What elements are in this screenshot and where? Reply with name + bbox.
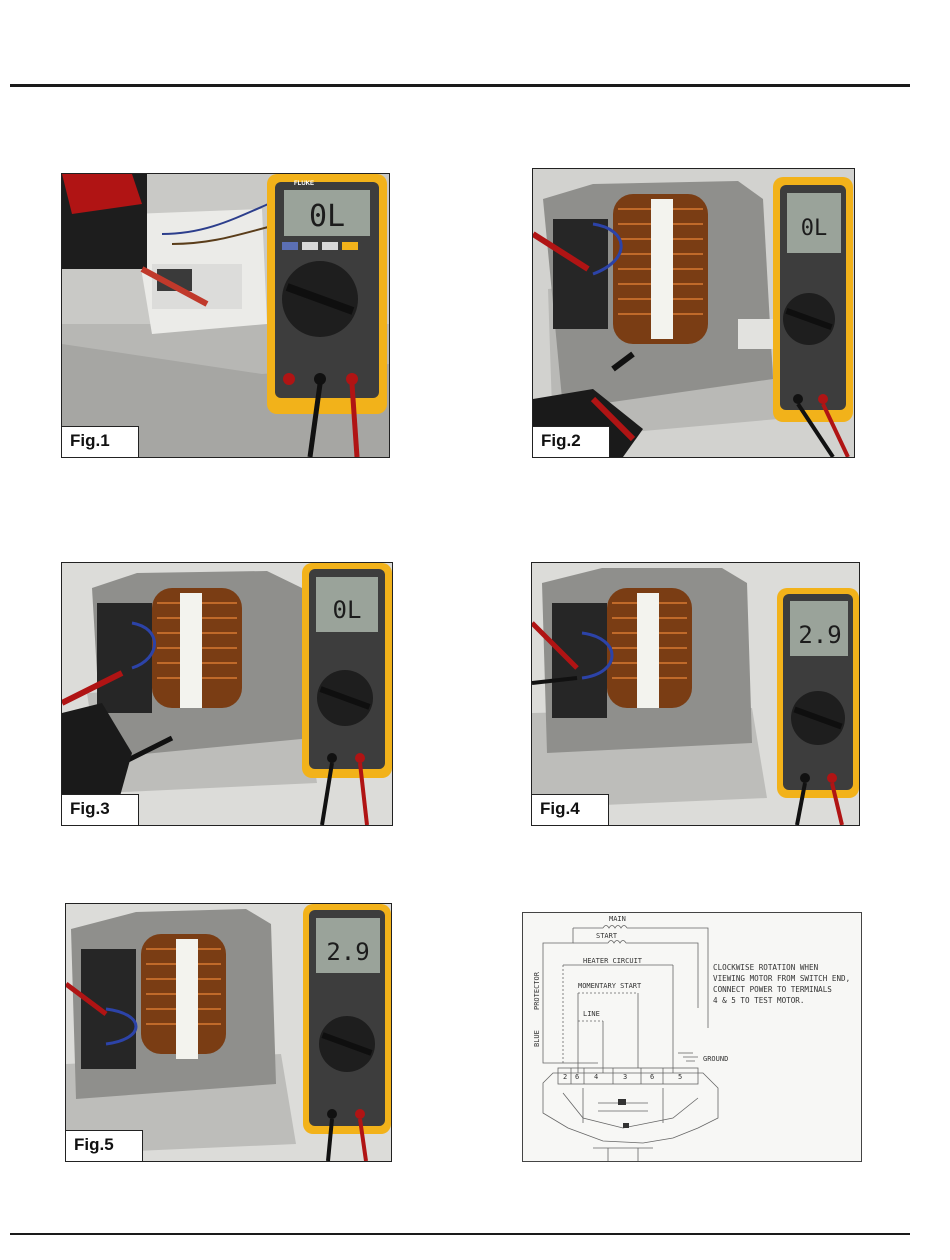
terminal-label: 3 [623, 1073, 628, 1081]
label-blue: BLUE [533, 1030, 541, 1047]
figure-2-photo [532, 168, 855, 458]
fig4-photo-illustration [532, 563, 859, 825]
label-ground: GROUND [703, 1055, 729, 1063]
fig5-meter-reading: 2.9 [326, 938, 370, 966]
figure-5-photo [65, 903, 392, 1162]
fig1-meter-brand: FLUKE [294, 181, 314, 187]
figure-2-label: Fig.2 [533, 426, 610, 457]
fig2-photo-illustration [533, 169, 854, 457]
terminal-label: 6 [650, 1073, 655, 1081]
terminal-label: 5 [678, 1073, 683, 1081]
label-start: START [596, 932, 618, 940]
fig1-photo-illustration [62, 174, 389, 457]
figure-4-label: Fig.4 [532, 794, 609, 825]
label-line: LINE [583, 1010, 600, 1018]
terminal-label: 2 [563, 1073, 568, 1081]
fig4-meter-reading: 2.9 [798, 621, 842, 649]
figure-1-photo [61, 173, 390, 458]
fig3-meter-reading: 0L [332, 596, 362, 624]
footer-rule [10, 1233, 910, 1235]
note-line-3: CONNECT POWER TO TERMINALS [713, 985, 832, 994]
figure-5-label: Fig.5 [66, 1130, 143, 1161]
figure-1-label: Fig.1 [62, 426, 139, 457]
fig2-meter-reading: 0L [800, 216, 828, 241]
note-line-1: CLOCKWISE ROTATION WHEN [713, 963, 819, 972]
terminal-label: 4 [594, 1073, 599, 1081]
terminal-label: 6 [575, 1073, 580, 1081]
figure-4-photo [531, 562, 860, 826]
wiring-schematic [523, 913, 861, 1161]
fig1-meter-reading: 0L [308, 199, 346, 234]
label-main: MAIN [609, 915, 626, 923]
label-momentary-start: MOMENTARY START [578, 982, 642, 990]
figure-3-photo [61, 562, 393, 826]
label-heater-circuit: HEATER CIRCUIT [583, 957, 643, 965]
motor-wiring-diagram [522, 912, 862, 1162]
figure-3-label: Fig.3 [62, 794, 139, 825]
note-line-4: 4 & 5 TO TEST MOTOR. [713, 996, 805, 1005]
fig5-photo-illustration [66, 904, 391, 1161]
label-protector: PROTECTOR [533, 972, 541, 1010]
note-line-2: VIEWING MOTOR FROM SWITCH END, [713, 974, 851, 983]
header-rule [10, 84, 910, 87]
fig3-photo-illustration [62, 563, 392, 825]
